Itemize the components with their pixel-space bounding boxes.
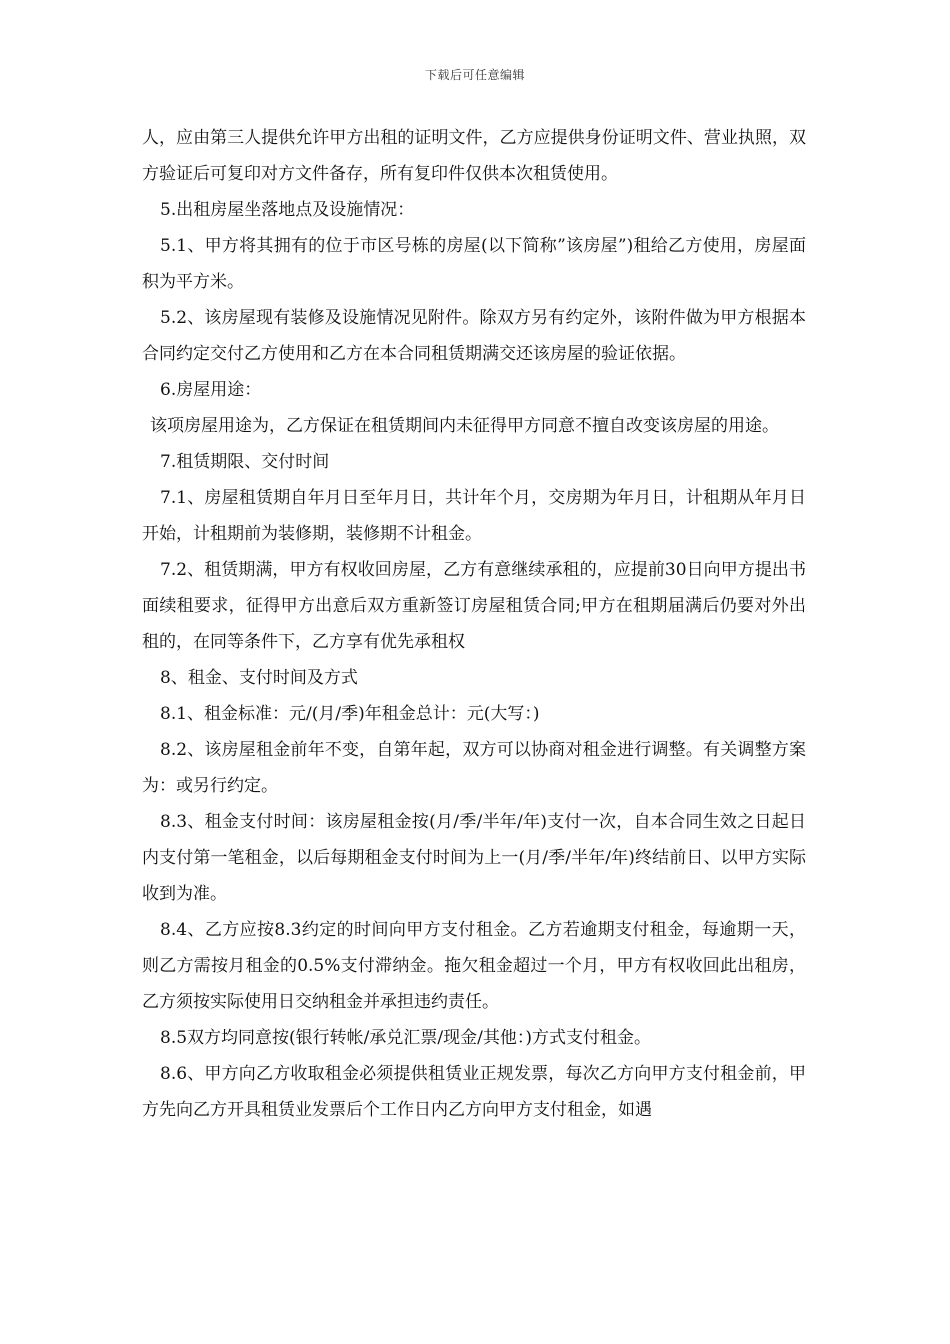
paragraph-13: 8.4、乙方应按8.3约定的时间向甲方支付租金。乙方若逾期支付租金，每逾期一天，则乙方需按月租金的0.5%支付滞纳金。拖欠租金超过一个月，甲方有权收回此出租房，乙方须按实际使用日交纳租金并承担违约责任。 [142, 920, 806, 1012]
paragraph-3: 5.2、该房屋现有装修及设施情况见附件。除双方另有约定外，该附件做为甲方根据本合同约定交付乙方使用和乙方在本合同租赁期满交还该房屋的验证依据。 [142, 308, 806, 364]
paragraph-11: 8.2、该房屋租金前年不变，自第年起，双方可以协商对租金进行调整。有关调整方案为：或另行约定。 [142, 740, 806, 796]
paragraph-6: 7.租赁期限、交付时间 [160, 452, 330, 472]
paragraph-12: 8.3、租金支付时间：该房屋租金按(月/季/半年/年)支付一次，自本合同生效之日起日内支付第一笔租金，以后每期租金支付时间为上一(月/季/半年/年)终结前日、以甲方实际收到为准。 [142, 812, 806, 904]
paragraph-0: 人，应由第三人提供允许甲方出租的证明文件，乙方应提供身份证明文件、营业执照，双方验证后可复印对方文件备存，所有复印件仅供本次租赁使用。 [142, 128, 806, 184]
paragraph-2: 5.1、甲方将其拥有的位于市区号栋的房屋(以下简称”该房屋”)租给乙方使用，房屋面积为平方米。 [142, 236, 806, 292]
paragraph-8: 7.2、租赁期满，甲方有权收回房屋，乙方有意继续承租的，应提前30日向甲方提出书面续租要求，征得甲方出意后双方重新签订房屋租赁合同;甲方在租期届满后仍要对外出租的，在同等条件下，乙方享有优先承租权 [142, 560, 806, 652]
paragraph-5: 该项房屋用途为，乙方保证在租赁期间内未征得甲方同意不擅自改变该房屋的用途。 [150, 416, 779, 436]
paragraph-10: 8.1、租金标准：元/(月/季)年租金总计：元(大写：) [160, 704, 540, 724]
paragraph-15: 8.6、甲方向乙方收取租金必须提供租赁业正规发票，每次乙方向甲方支付租金前，甲方先向乙方开具租赁业发票后个工作日内乙方向甲方支付租金，如遇 [142, 1064, 806, 1120]
paragraph-9: 8、租金、支付时间及方式 [160, 668, 358, 688]
paragraph-4: 6.房屋用途： [160, 380, 262, 400]
page-header-note: 下载后可任意编辑 [424, 68, 525, 82]
paragraph-7: 7.1、房屋租赁期自年月日至年月日，共计年个月，交房期为年月日，计租期从年月日开始，计租期前为装修期，装修期不计租金。 [142, 488, 806, 544]
paragraph-14: 8.5双方均同意按(银行转帐/承兑汇票/现金/其他：)方式支付租金。 [160, 1028, 651, 1048]
document-body [142, 120, 806, 1128]
paragraph-1: 5.出租房屋坐落地点及设施情况： [160, 200, 415, 220]
